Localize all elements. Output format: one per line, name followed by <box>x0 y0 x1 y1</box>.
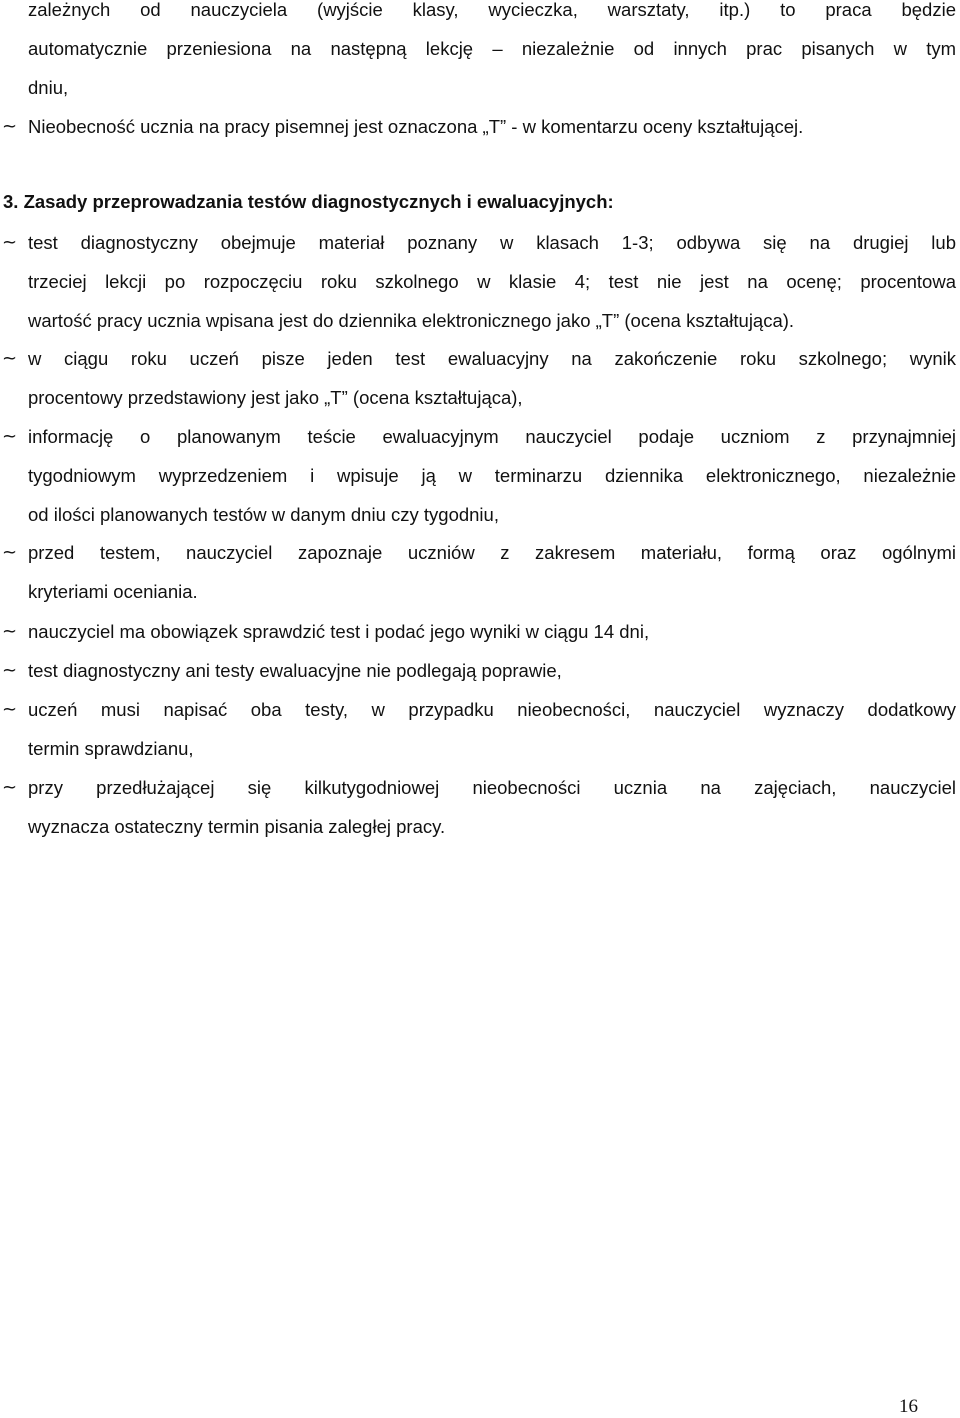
list-item-line: przed testem, nauczyciel zapoznaje uczniów z zakresem materiału, formą oraz ogólnymi <box>28 542 956 563</box>
section-heading: 3. Zasady przeprowadzania testów diagnostycznych i ewaluacyjnych: <box>3 191 614 212</box>
intro-line-3: dniu, <box>28 77 69 98</box>
list-item-line: termin sprawdzianu, <box>28 738 194 759</box>
bullet-marker: ~ <box>2 699 18 720</box>
list-item-line: test diagnostyczny ani testy ewaluacyjne nie podlegają poprawie, <box>28 660 562 681</box>
list-item-line: wartość pracy ucznia wpisana jest do dziennika elektronicznego jako „T” (ocena kształtująca). <box>28 310 795 331</box>
list-item-line: tygodniowym wyprzedzeniem i wpisuje ją w terminarzu dziennika elektronicznego, niezależnie <box>28 465 956 486</box>
list-item-line: informację o planowanym teście ewaluacyjnym nauczyciel podaje uczniom z przynajmniej <box>28 426 956 447</box>
list-item-line: kryteriami oceniania. <box>28 581 198 602</box>
list-item-line: w ciągu roku uczeń pisze jeden test ewaluacyjny na zakończenie roku szkolnego; wynik <box>28 348 956 369</box>
list-item-line: od ilości planowanych testów w danym dniu czy tygodniu, <box>28 504 499 525</box>
bullet-marker: ~ <box>2 621 18 642</box>
bullet-marker: ~ <box>2 542 18 563</box>
list-item-line: trzeciej lekcji po rozpoczęciu roku szkolnego w klasie 4; test nie jest na ocenę; procentowa <box>28 271 956 292</box>
list-item-line: przy przedłużającej się kilkutygodniowej nieobecności ucznia na zajęciach, nauczyciel <box>28 777 956 798</box>
bullet-marker: ~ <box>2 348 18 369</box>
bullet-marker: ~ <box>2 116 18 137</box>
bullet-marker: ~ <box>2 777 18 798</box>
list-item-line: wyznacza ostateczny termin pisania zaległej pracy. <box>28 816 446 837</box>
page-number: 16 <box>899 1396 918 1417</box>
intro-line-1: zależnych od nauczyciela (wyjście klasy, wycieczka, warsztaty, itp.) to praca będzie <box>28 0 956 20</box>
list-item-line: nauczyciel ma obowiązek sprawdzić test i podać jego wyniki w ciągu 14 dni, <box>28 621 650 642</box>
intro-line-2: automatycznie przeniesiona na następną lekcję – niezależnie od innych prac pisanych w tym <box>28 38 956 59</box>
absence-note: Nieobecność ucznia na pracy pisemnej jest oznaczona „T” - w komentarzu oceny kształtującej. <box>28 116 804 137</box>
list-item-line: test diagnostyczny obejmuje materiał poznany w klasach 1-3; odbywa się na drugiej lub <box>28 232 956 253</box>
list-item-line: uczeń musi napisać oba testy, w przypadku nieobecności, nauczyciel wyznaczy dodatkowy <box>28 699 956 720</box>
bullet-marker: ~ <box>2 232 18 253</box>
list-item-line: procentowy przedstawiony jest jako „T” (ocena kształtująca), <box>28 387 523 408</box>
bullet-marker: ~ <box>2 660 18 681</box>
bullet-marker: ~ <box>2 426 18 447</box>
